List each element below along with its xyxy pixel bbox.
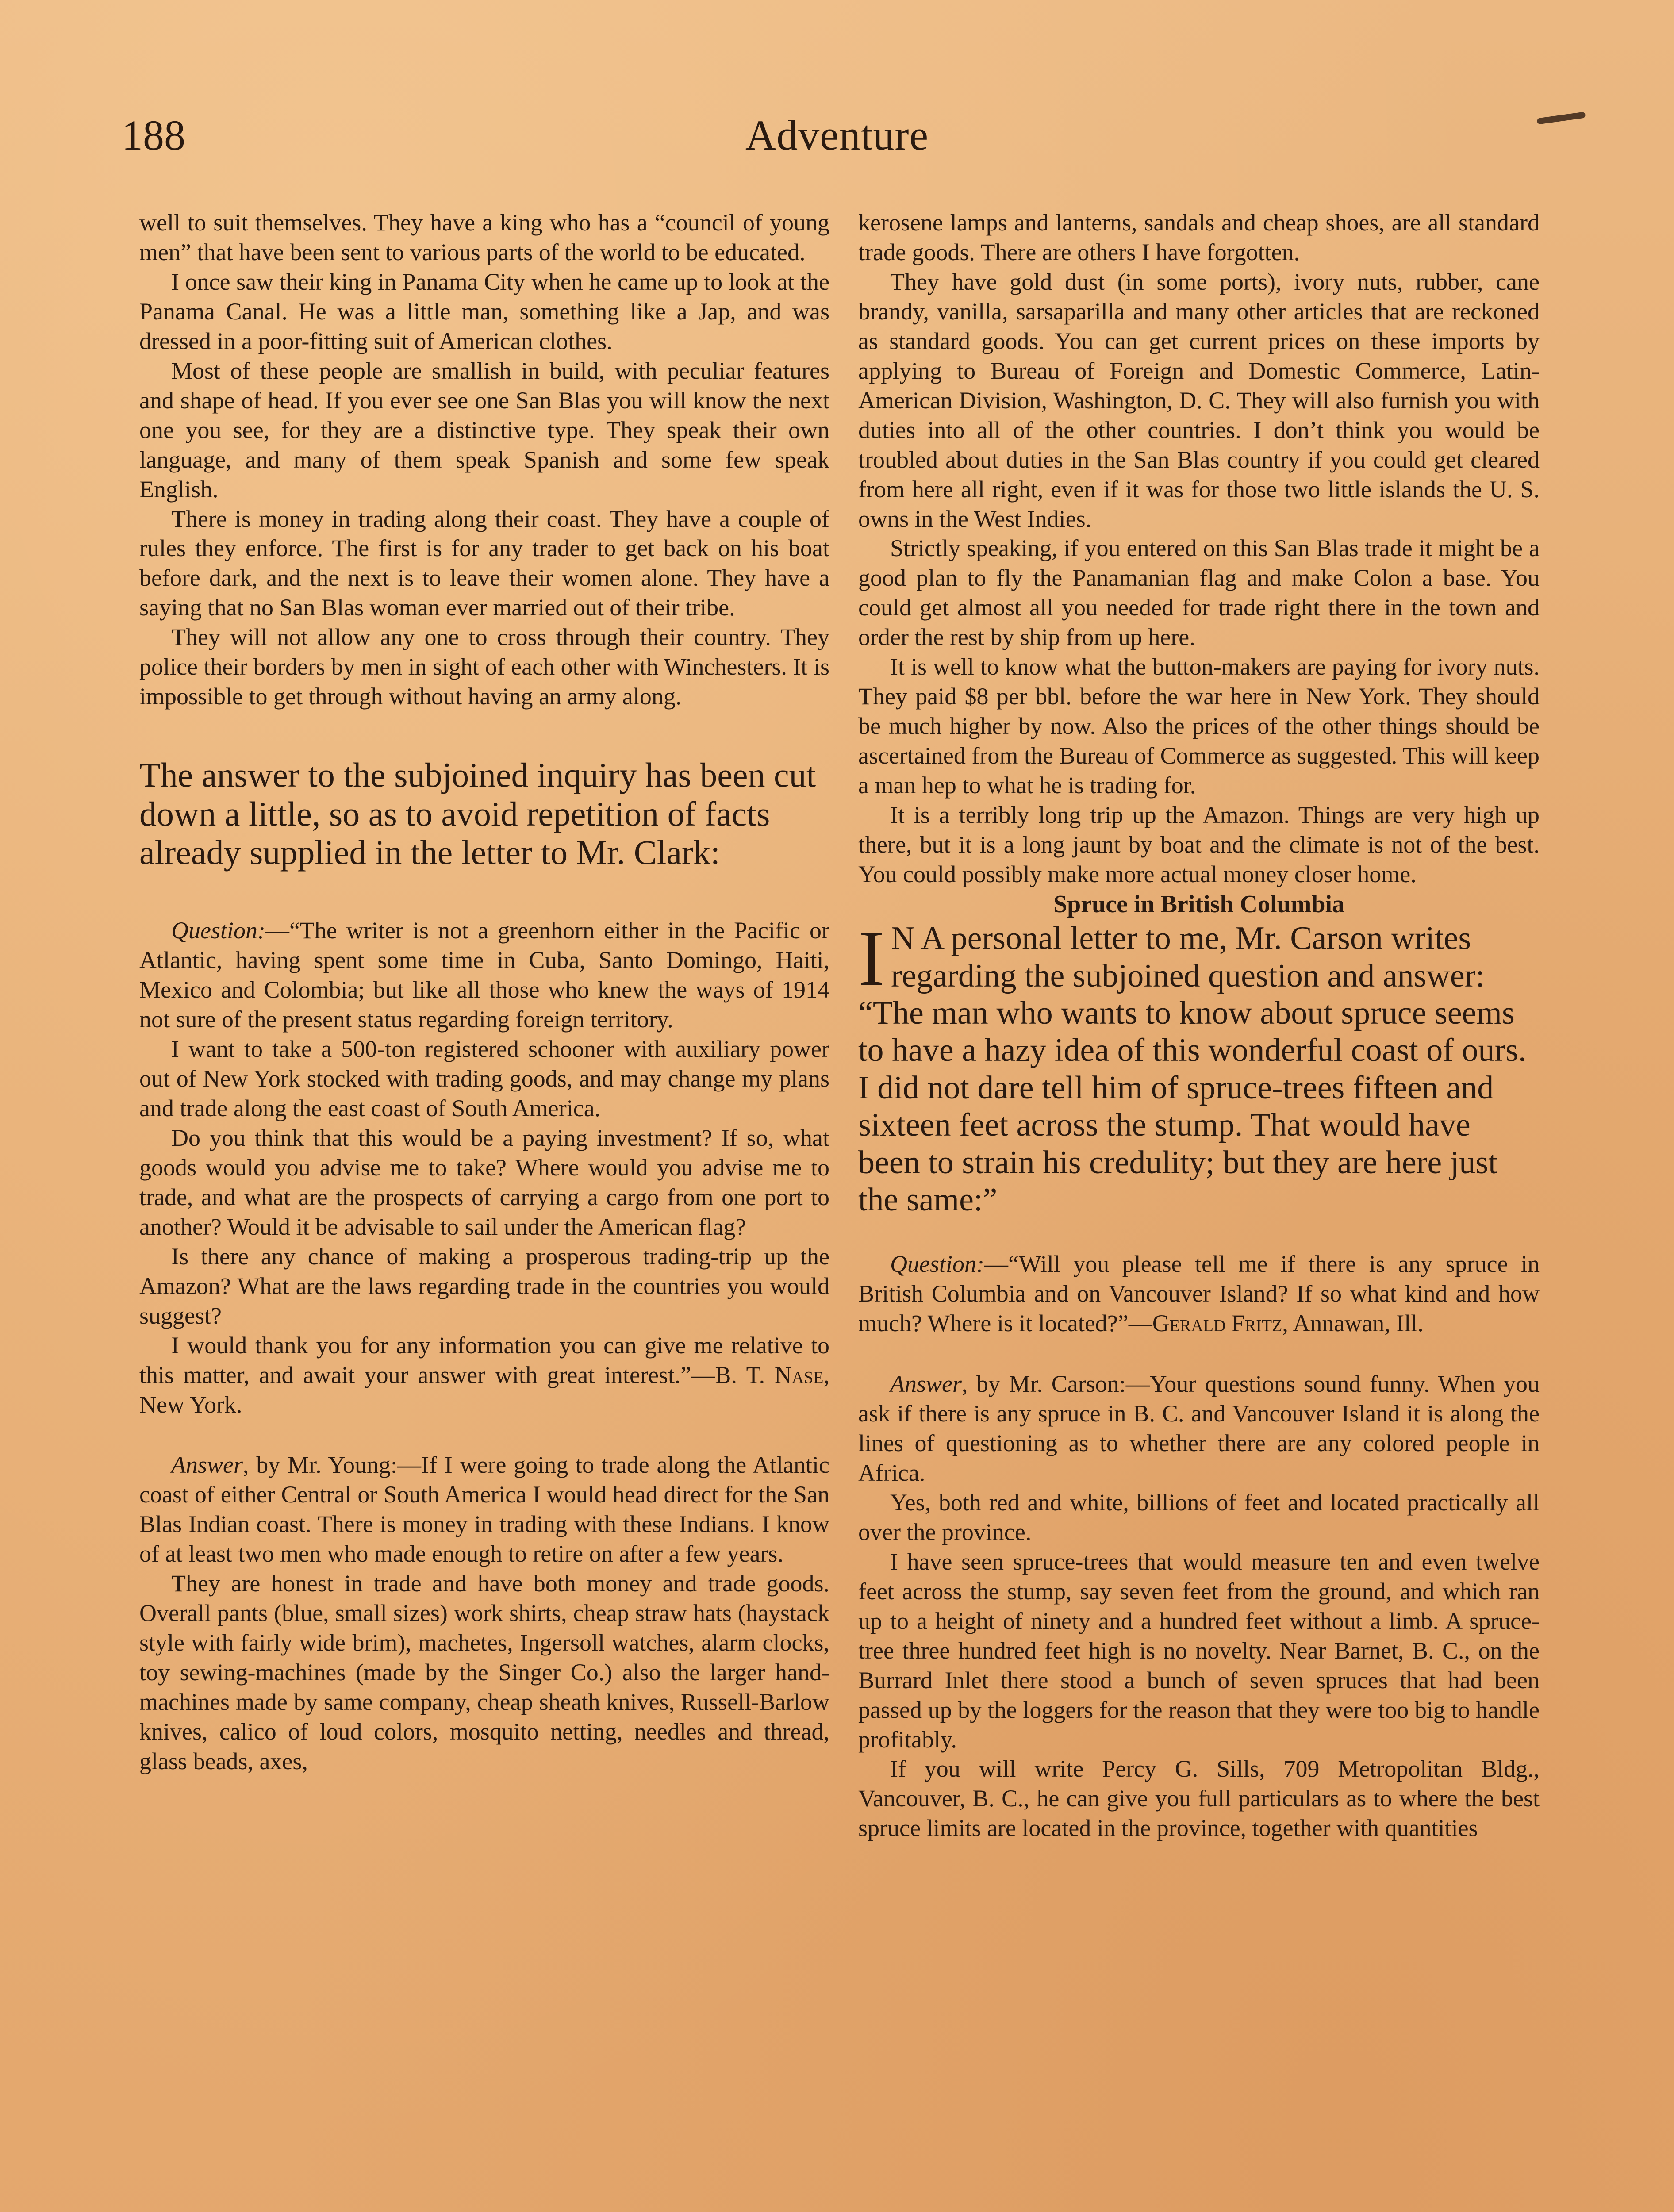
answer-paragraph: They are honest in trade and have both money and trade goods. Overall pants (blue, small sizes) work shirts, cheap straw hats (haystack style with fairly wide brim), machetes, Ingersoll watches, alarm clocks, toy sewing-machines (made by the Singer Co.) also the larger hand-machines made by same company, cheap sheath knives, Russell-Barlow knives, calico of loud colors, mosquito netting, needles and thread, glass beads, axes, [139, 1570, 829, 1775]
answer-paragraph [139, 1450, 829, 1569]
spacer [139, 1419, 829, 1450]
paragraph: well to suit themselves. They have a king who has a “council of young men” that have been sent to various parts of the world to be educated. [139, 209, 829, 265]
running-title: Adventure [745, 111, 929, 159]
paragraph: Strictly speaking, if you entered on this San Blas trade it might be a good plan to fly the Panamanian flag and make Colon a base. You could get almost all you needed for trade right there in the town and order the rest by ship from up here. [858, 535, 1540, 651]
answer-paragraph: I have seen spruce-trees that would measure ten and even twelve feet across the stump, say seven feet from the ground, and which ran up to a height of ninety and a hundred feet without a limb. A spruce-tree three hundred feet high is no novelty. Near Barnet, B. C., on the Burrard Inlet there stood a bunch of seven spruces that had been passed up by the loggers for the reason that they were too big to handle profitably. [858, 1548, 1540, 1753]
question-label: Question: [890, 1251, 984, 1278]
answer-paragraph: Yes, both red and white, billions of feet and located practically all over the province. [858, 1489, 1540, 1545]
answer-by: , by Mr. Carson: [962, 1371, 1126, 1398]
left-column [139, 208, 829, 1776]
signature-place: , New York. [139, 1361, 829, 1418]
question-label: Question: [171, 917, 265, 944]
answer-paragraph [858, 1369, 1540, 1488]
question-paragraph [858, 1249, 1540, 1338]
question-paragraph: I want to take a 500-ton registered schooner with auxiliary power out of New York stocked with trading goods, and may change my plans and trade along the east coast of South America. [139, 1036, 829, 1121]
page-header [0, 111, 1674, 173]
question-paragraph [139, 916, 829, 1034]
question-paragraph: Is there any chance of making a prosperous trading-trip up the Amazon? What are the laws regarding trade in the countries you would suggest? [139, 1243, 829, 1329]
question-text: —“Will you please tell me if there is any spruce in British Columbia and on Vancouver Island? If so what kind and how much? Where is it located?”— [858, 1251, 1540, 1337]
spacer [858, 1218, 1540, 1249]
paragraph: It is well to know what the button-makers are paying for ivory nuts. They paid $8 per bbl. before the war here in New York. They should be much higher by now. Also the prices of the other things should be ascertained from the Bureau of Commerce as suggested. This will keep a man hep to what he is trading for. [858, 653, 1540, 799]
answer-label: Answer [171, 1452, 243, 1479]
section-title: Spruce in British Columbia [1053, 890, 1345, 918]
signature-name: Gerald Fritz [1152, 1310, 1282, 1337]
page-number: 188 [122, 111, 185, 159]
answer-by: , by Mr. Young: [243, 1452, 397, 1479]
paragraph: They have gold dust (in some ports), ivory nuts, rubber, cane brandy, vanilla, sarsaparilla and many other articles that are reckoned as standard goods. You can get current prices on these imports by applying to Bureau of Foreign and Domestic Commerce, Latin-American Division, Washington, D. C. They will also furnish you with duties into all of the other countries. I don’t think you would be troubled about duties in the San Blas country if you could get cleared from here all right, even if it was for those two little islands the U. S. owns in the West Indies. [858, 268, 1540, 532]
paragraph: Most of these people are smallish in build, with peculiar features and shape of head. If you ever see one San Blas you will know the next one you see, for they are a distinctive type. They speak their own language, and many of them speak Spanish and some few speak English. [139, 357, 829, 503]
answer-text: —If I were going to trade along the Atlantic coast of either Central or South America I would head direct for the San Blas Indian coast. There is money in trading with these Indians. I know of at least two men who made enough to retire on after a few years. [139, 1452, 829, 1567]
paragraph: There is money in trading along their coast. They have a couple of rules they enforce. The first is for any trader to get back on his boat before dark, and the next is to leave their women alone. They have a saying that no San Blas woman ever married out of their tribe. [139, 505, 829, 621]
paragraph: kerosene lamps and lanterns, sandals and cheap shoes, are all standard trade goods. There are others I have forgotten. [858, 209, 1540, 265]
answer-label: Answer [890, 1371, 962, 1398]
question-paragraph: Do you think that this would be a paying investment? If so, what goods would you advise me to take? Where would you advise me to trade, and what are the prospects of carrying a cargo from one port to another? Would it be advisable to sail under the American flag? [139, 1124, 829, 1240]
signature-name: Nase [774, 1361, 824, 1388]
question-text: —“The writer is not a greenhorn either in the Pacific or Atlantic, having spent some time in Cuba, Santo Domingo, Haiti, Mexico and Colombia; but like all those who knew the ways of 1914 not sure of the present status regarding foreign territory. [139, 917, 829, 1033]
dropcap-paragraph [858, 914, 1540, 1218]
paragraph: I once saw their king in Panama City when he came up to look at the Panama Canal. He was a little man, something like a Jap, and was dressed in a poor-fitting suit of American clothes. [139, 268, 829, 354]
editor-intro: The answer to the subjoined inquiry has been cut down a little, so as to avoid repetition of facts already supplied in the letter to Mr. Clark: [139, 756, 816, 872]
answer-text: —Your questions sound funny. When you ask if there is any spruce in B. C. and Vancouver Island it is along the lines of questioning as to whether there are any colored people in Africa. [858, 1371, 1540, 1486]
question-paragraph [139, 1331, 829, 1420]
answer-paragraph: If you will write Percy G. Sills, 709 Metropolitan Bldg., Vancouver, B. C., he can give you full particulars as to where the best spruce limits are located in the province, together with quantities [858, 1755, 1540, 1842]
question-text: I would thank you for any information you can give me relative to this matter, and await your answer with great interest.”—B. T. [139, 1332, 829, 1388]
signature-place: , Annawan, Ill. [1282, 1310, 1424, 1337]
dropcap-letter: I [858, 914, 885, 1002]
spacer [858, 1338, 1540, 1369]
paragraph: It is a terribly long trip up the Amazon. Things are very high up there, but it is a long jaunt by boat and the climate is not of the best. You could possibly make more actual money closer home. [858, 802, 1540, 887]
right-column [858, 208, 1540, 1843]
paragraph: They will not allow any one to cross through their country. They police their borders by men in sight of each other with Winchesters. It is impossible to get through without having an army along. [139, 624, 829, 710]
dropcap-text: N A personal letter to me, Mr. Carson writes regarding the subjoined question and answer: “The man who wants to know about spruce seems to have a hazy idea of this wonderful coast of ours. I did not dare tell him of spruce-trees fifteen and sixteen feet across the stump. That would have been to strain his credulity; but they are here just the same:” [858, 920, 1527, 1218]
